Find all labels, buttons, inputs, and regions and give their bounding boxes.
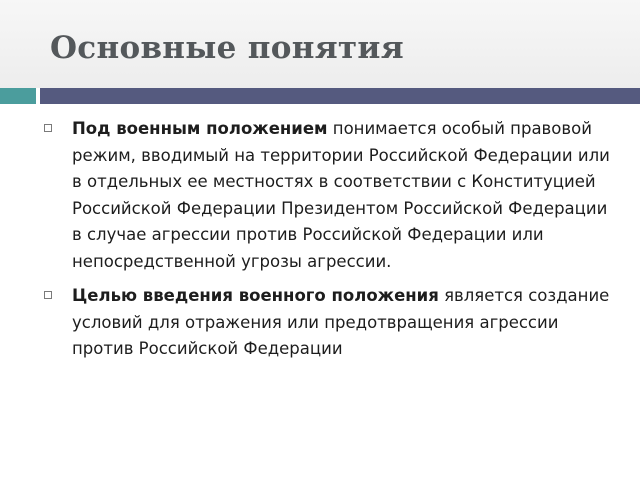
bullet-text: понимается особый правовой режим, вводимый на территории Российской Федерации или в отдельных ее местностях в соответствии с Конституцией Российской Федерации Президентом Российской Федерации в случае агрессии против Российской Федерации или непосредственной угрозы агрессии. bbox=[72, 119, 610, 271]
bullet-text: является создание условий для отражения или предотвращения агрессии против Российской Федерации bbox=[72, 286, 610, 358]
slide-title: Основные понятия bbox=[50, 30, 404, 66]
hollow-square-icon bbox=[44, 124, 52, 132]
accent-bar-teal bbox=[0, 88, 36, 104]
bullet-item bbox=[44, 283, 614, 363]
accent-bar-indigo bbox=[40, 88, 640, 104]
slide-content bbox=[44, 116, 614, 371]
bullet-item bbox=[44, 116, 614, 275]
hollow-square-icon bbox=[44, 291, 52, 299]
bullet-term: Под военным положением bbox=[72, 119, 328, 138]
slide-header bbox=[0, 0, 640, 88]
bullet-term: Целью введения военного положения bbox=[72, 286, 439, 305]
